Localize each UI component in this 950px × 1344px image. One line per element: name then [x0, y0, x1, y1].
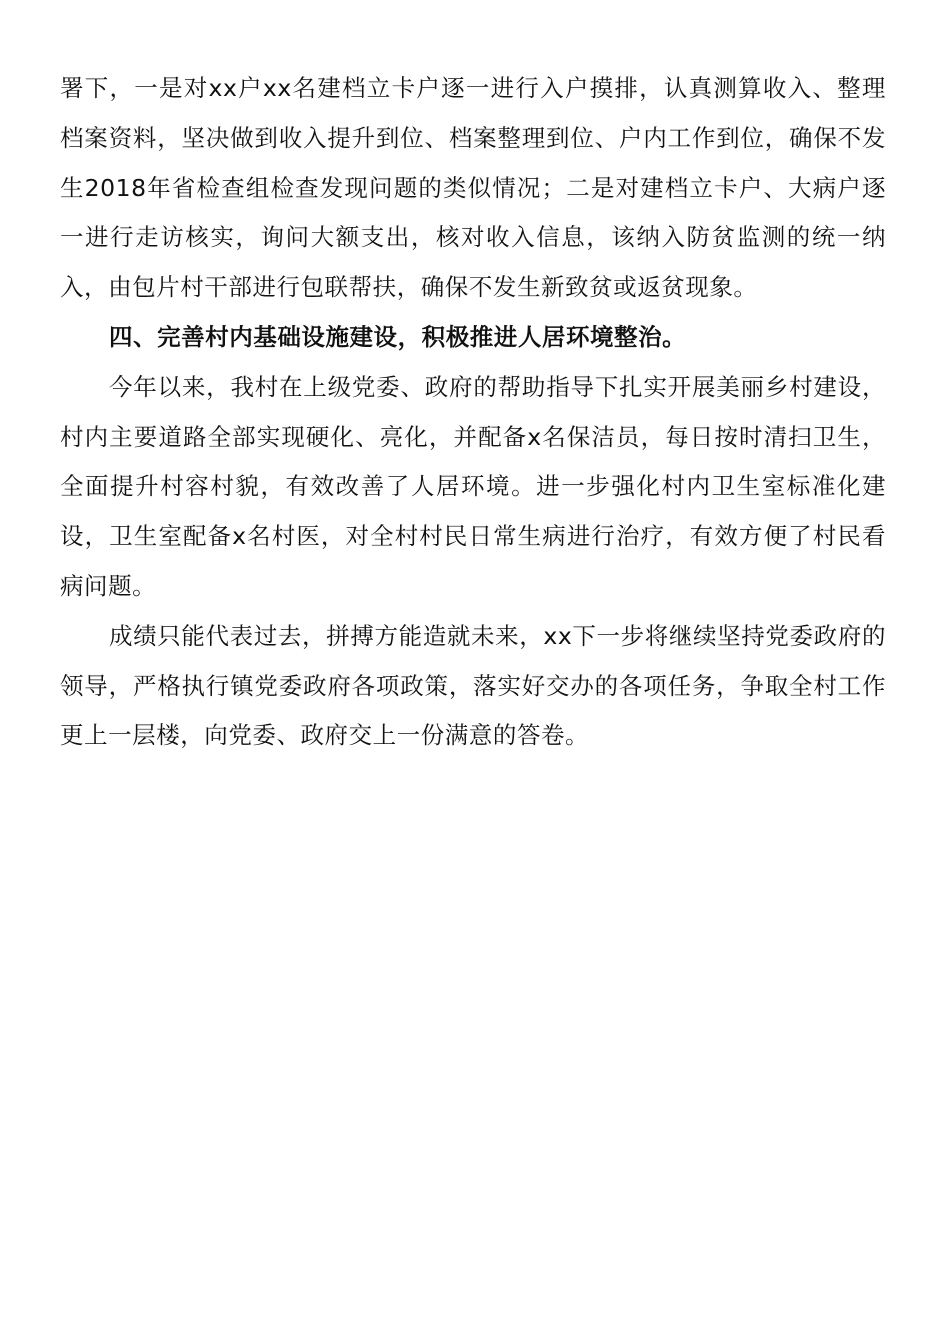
document-body	[60, 64, 886, 761]
paragraph-conclusion: 成绩只能代表过去，拼搏方能造就未来，xx下一步将继续坚持党委政府的领导，严格执行镇党委政府各项政策，落实好交办的各项任务，争取全村工作更上一层楼，向党委、政府交上一份满意的答卷。	[60, 621, 886, 750]
paragraph-infrastructure: 今年以来，我村在上级党委、政府的帮助指导下扎实开展美丽乡村建设，村内主要道路全部实现硬化、亮化，并配备x名保洁员，每日按时清扫卫生，全面提升村容村貌，有效改善了人居环境。进一步强化村内卫生室标准化建设，卫生室配备x名村医，对全村村民日常生病进行治疗，有效方便了村民看病问题。	[60, 372, 886, 600]
section-heading-four: 四、完善村内基础设施建设，积极推进人居环境整治。	[109, 322, 687, 351]
paragraph-continuation: 署下，一是对xx户xx名建档立卡户逐一进行入户摸排，认真测算收入、整理档案资料，坚决做到收入提升到位、档案整理到位、户内工作到位，确保不发生2018年省检查组检查发现问题的类似情况；二是对建档立卡户、大病户逐一进行走访核实，询问大额支出，核对收入信息，该纳入防贫监测的统一纳入，由包片村干部进行包联帮扶，确保不发生新致贫或返贫现象。	[60, 74, 886, 302]
